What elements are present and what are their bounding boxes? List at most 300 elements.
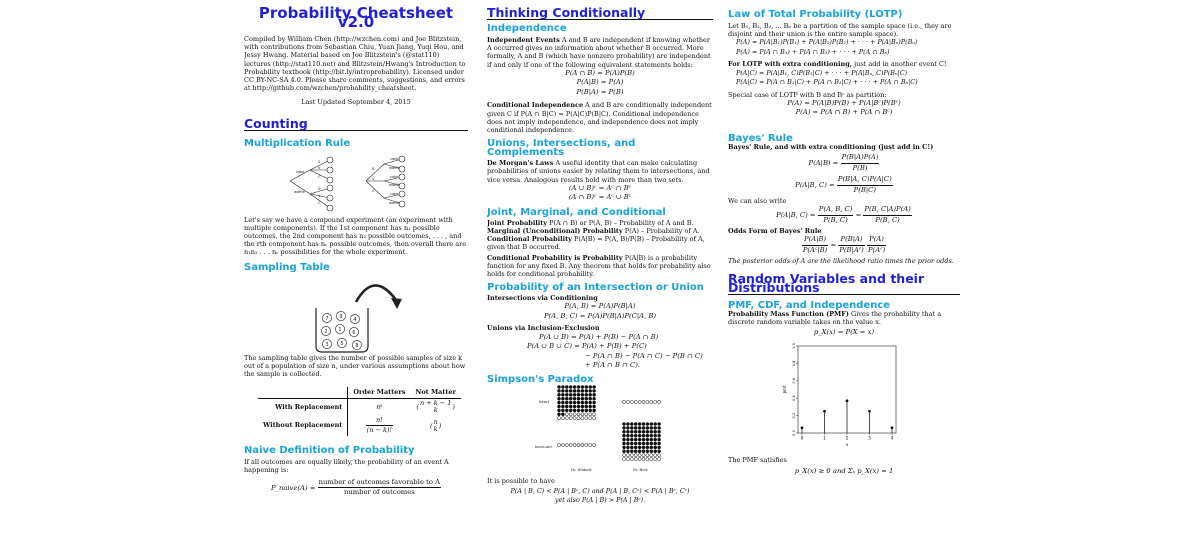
simpson-dot [626, 422, 629, 425]
multiplication-rule-text: Let's say we have a compound experiment (an experiment with multiple components). If the 1st component has n₁ possible outcomes, the 2nd component has n₂ possible outcomes, . . . , and the rth component has nᵣ possible outcomes, then overall there are n₁n₂ . . . nᵣ possibilities for the whole experiment. [244, 215, 467, 257]
simpson-dot [634, 430, 637, 433]
conditional-probability-text: Conditional Probability P(A|B) = P(A, B)/P(B) – Probability of A, given that B occurred. [487, 235, 705, 252]
simpson-dot [577, 389, 580, 392]
bayes-equation: P(A|B) = $\frac{P(B|A)P(A)}{P(B)}$ [808, 153, 879, 172]
simpson-dot [654, 400, 657, 403]
simpson-dot [557, 443, 560, 446]
simpson-dot [622, 426, 625, 429]
simpson-dot [650, 434, 653, 437]
table-cell: $\frac{n!}{(n - k)!}$ [366, 416, 393, 435]
simpson-dot [581, 393, 584, 396]
simpson-dot [589, 393, 592, 396]
table-header: Order Matters [348, 387, 411, 399]
simpson-dot [626, 442, 629, 445]
simpson-dot [642, 400, 645, 403]
bayes-also-text: We can also write [728, 197, 787, 206]
simpson-dot [577, 412, 580, 415]
simpson-dot [581, 397, 584, 400]
simpson-dot [577, 443, 580, 446]
tree-label: S [372, 166, 375, 171]
page-title: Probability Cheatsheet v2.0 [258, 4, 454, 31]
simpson-dot [561, 393, 564, 396]
simpson-dot [622, 453, 625, 456]
simpson-dot [565, 393, 568, 396]
simpson-dot [569, 385, 572, 388]
simpson-dot [654, 430, 657, 433]
simpson-dot [585, 412, 588, 415]
simpson-dot [630, 442, 633, 445]
simpson-dot [569, 412, 572, 415]
odds-equation: $\frac{P(A|B)}{\text{P(Aᶜ|B)}}$ = $\frac{P(B|A)}{\text{P(B|Aᶜ)}}$ $\frac{P(A)}{\text{P(Aᶜ)}}$ [802, 235, 886, 254]
de-morgan-equation: (A ∪ B)ᶜ = Aᶜ ∩ Bᶜ [568, 183, 632, 192]
ball-label: 4 [353, 316, 357, 323]
simpson-dot [565, 397, 568, 400]
simpson-dot [626, 400, 629, 403]
naive-definition-equation: P_naive(A) = $\frac{\text{number of outcomes favorable to A}}{\text{number of outcomes}}$ [270, 477, 441, 497]
simpsons-text: It is possible to have [487, 476, 555, 485]
simpson-dot [654, 453, 657, 456]
simpson-dot [573, 385, 576, 388]
lotp-extra-equation: P(A|C) = P(A ∩ B₁|C) + P(A ∩ B₂|C) + · · · + P(A ∩ Bₙ|C) [736, 78, 918, 87]
simpson-dot [581, 389, 584, 392]
simpson-dot [630, 434, 633, 437]
simpson-dot [646, 453, 649, 456]
simpson-column-label: Dr. Nick [633, 466, 648, 472]
independence-equation: P(B|A) = P(B) [576, 87, 624, 96]
simpson-dot [589, 405, 592, 408]
simpson-dot [557, 389, 560, 392]
simpson-dot [646, 434, 649, 437]
simpson-dot [569, 443, 572, 446]
y-axis-label: pmf [782, 385, 787, 393]
simpson-dot [622, 442, 625, 445]
independence-text: Independent Events A and B are independent if knowing whether A occurred gives no information about whether B occurred. More formally, A and B (which have nonzero probability) are independent if and only if one of the following equivalent statements holds: [487, 36, 711, 69]
simpson-dot [581, 416, 584, 419]
simpson-dot [650, 445, 653, 448]
table-row-header: With Replacement [258, 399, 348, 416]
simpson-dot [569, 401, 572, 404]
inclusion-exclusion-equation: + P(A ∩ B ∩ C). [585, 361, 641, 370]
simpson-dot [561, 416, 564, 419]
simpson-dot [557, 393, 560, 396]
simpson-dot [557, 385, 560, 388]
independence-equation: P(A ∩ B) = P(A)P(B) [565, 68, 635, 77]
lotp-equation: P(A) = P(A ∩ B₁) + P(A ∩ B₂) + · · · + P(A ∩ Bₙ) [736, 47, 890, 56]
simpson-dot [577, 397, 580, 400]
simpson-dot [569, 405, 572, 408]
simpson-dot [658, 457, 661, 460]
simpson-dot [646, 442, 649, 445]
simpson-dot [634, 453, 637, 456]
simpson-dot [634, 457, 637, 460]
simpson-dot [638, 438, 641, 441]
simpson-dot [646, 457, 649, 460]
simpson-dot [650, 449, 653, 452]
simpson-dot [581, 408, 584, 411]
simpson-dot [569, 389, 572, 392]
pmf-point [891, 426, 894, 429]
simpson-dot [642, 453, 645, 456]
tree-label: S [318, 159, 321, 164]
simpson-dot [630, 422, 633, 425]
simpson-dot [569, 416, 572, 419]
simpson-dot [561, 401, 564, 404]
simpson-dot [626, 434, 629, 437]
simpson-dot [638, 422, 641, 425]
conditional-is-probability-text: Conditional Probability is Probability P(A|B) is a probability function for any fixed B. Any theorem that holds for probability also holds for conditional probability. [487, 253, 711, 278]
simpson-dot [561, 443, 564, 446]
intersections-conditioning-label: Intersections via Conditioning [487, 294, 598, 303]
column-3 [728, 0, 960, 540]
tree-label: C [318, 200, 321, 205]
simpson-dot [658, 449, 661, 452]
intersection-union-heading: Probability of an Intersection or Union [487, 282, 704, 294]
column-2 [487, 0, 713, 540]
simpson-dot [654, 449, 657, 452]
simpson-dot [650, 438, 653, 441]
column-1 [244, 0, 468, 540]
de-morgan-text: De Morgan's Laws A useful identity that can make calculating probabilities of unions easier by relating them to intersections, and vice versa. Analogous results hold with more than two sets. [487, 159, 710, 184]
simpson-dot [630, 426, 633, 429]
simpson-dot [626, 445, 629, 448]
thinking-conditionally-heading: Thinking Conditionally [487, 8, 713, 20]
sampling-table-heading: Sampling Table [244, 261, 330, 273]
y-tick-label: 1.0 [792, 342, 797, 349]
tree-label: C [318, 174, 321, 179]
simpson-dot [569, 397, 572, 400]
simpson-dot [622, 445, 625, 448]
simpson-dot [634, 449, 637, 452]
dot-grid [557, 385, 660, 460]
simpson-dot [573, 408, 576, 411]
simpson-dot [573, 397, 576, 400]
y-tick-label: 0.2 [792, 412, 797, 418]
bayes-equation: P(A|B, C) = $\frac{P(B|A, C)P(A|C)}{P(B|C)}$ [795, 175, 892, 194]
simpson-dot [565, 408, 568, 411]
simpson-dot [646, 449, 649, 452]
joint-probability-text: Joint Probability P(A ∩ B) or P(A, B) – Probability of A and B. [487, 218, 694, 227]
simpsons-equation: yet also P(A | B) > P(A | Bᶜ). [554, 496, 646, 505]
simpson-dot [650, 422, 653, 425]
simpson-dot [626, 457, 629, 460]
simpson-dot [658, 438, 661, 441]
simpson-dot [565, 412, 568, 415]
pmf-satisfies-text: The PMF satisfies [728, 455, 787, 464]
simpson-dot [593, 401, 596, 404]
ball-label: 8 [355, 342, 359, 349]
simpson-dot [642, 422, 645, 425]
tree-label: cake [390, 156, 399, 161]
simpson-dot [585, 443, 588, 446]
simpson-dot [581, 405, 584, 408]
simpson-dot [654, 426, 657, 429]
simpson-dot [654, 438, 657, 441]
simpson-dot [626, 453, 629, 456]
lotp-text: Let B₁, B₂, B₃, ... Bₙ be a partition of the sample space (i.e., they are disjoint and their union is the entire sample space). [728, 22, 952, 39]
simpson-dot [626, 449, 629, 452]
odds-form-label: Odds Form of Bayes' Rule [728, 227, 822, 236]
simpson-dot [642, 438, 645, 441]
multiplication-rule-heading: Multiplication Rule [244, 137, 351, 149]
simpson-dot [561, 389, 564, 392]
simpson-dot [565, 405, 568, 408]
simpson-dot [581, 443, 584, 446]
unions-heading: Unions, Intersections, and Complements [487, 138, 636, 159]
tree-label: waffle [389, 165, 400, 170]
simpson-row-label: heart [539, 398, 550, 404]
simpson-dot [569, 393, 572, 396]
simpsons-paradox-heading: Simpson's Paradox [487, 373, 594, 385]
tree-label: waffle [294, 189, 305, 194]
simpson-dot [589, 401, 592, 404]
simpson-dot [638, 434, 641, 437]
simpson-dot [565, 385, 568, 388]
simpson-dot [589, 397, 592, 400]
simpson-dot [630, 445, 633, 448]
table-cell: ( n k ) [430, 417, 442, 433]
simpson-dot [561, 405, 564, 408]
simpson-dot [642, 434, 645, 437]
simpson-dot [634, 434, 637, 437]
table-row [258, 415, 461, 436]
simpson-dot [581, 401, 584, 404]
simpson-dot [593, 389, 596, 392]
ball-label: 6 [352, 329, 356, 336]
simpson-dot [593, 393, 596, 396]
intersection-equation: P(A, B) = P(A)P(B|A) [564, 302, 636, 311]
simpson-dot [622, 400, 625, 403]
simpson-dot [585, 397, 588, 400]
odds-text: The posterior odds of A are the likelihood ratio times the prior odds. [728, 257, 954, 266]
ball-label: 7 [325, 315, 329, 322]
simpson-dot [654, 434, 657, 437]
pmf-point [801, 426, 804, 429]
inclusion-exclusion-equation: − P(A ∩ B) − P(A ∩ C) − P(B ∩ C) [585, 351, 703, 360]
simpson-dot [654, 442, 657, 445]
simpson-dot [569, 408, 572, 411]
simpson-dot [650, 400, 653, 403]
simpson-dot [642, 449, 645, 452]
y-tick-label: 0.4 [792, 394, 797, 401]
simpson-dot [593, 443, 596, 446]
simpson-dot [646, 426, 649, 429]
simpson-dot [585, 405, 588, 408]
simpson-dot [646, 430, 649, 433]
simpson-dot [557, 405, 560, 408]
simpson-dot [593, 397, 596, 400]
x-axis-label: x [845, 441, 849, 447]
simpson-dot [630, 430, 633, 433]
pmf-point [846, 399, 849, 402]
simpson-dot [626, 426, 629, 429]
simpson-dot [626, 438, 629, 441]
pmf-point [823, 409, 826, 412]
simpson-dot [593, 408, 596, 411]
simpson-dot [634, 400, 637, 403]
inclusion-exclusion-label: Unions via Inclusion-Exclusion [487, 324, 600, 333]
pmf-equation: p_X(x) = P(X = x) [813, 328, 875, 337]
simpson-dot [630, 457, 633, 460]
simpson-dot [585, 385, 588, 388]
simpson-dot [638, 445, 641, 448]
lotp-heading: Law of Total Probability (LOTP) [728, 9, 903, 20]
lotp-extra-text: For LOTP with extra conditioning, just add in another event C! [728, 60, 947, 69]
simpson-dot [585, 408, 588, 411]
counting-heading: Counting [244, 119, 468, 131]
simpson-dot [642, 457, 645, 460]
simpson-dot [557, 401, 560, 404]
simpson-dot [581, 412, 584, 415]
simpson-dot [577, 393, 580, 396]
simpson-dot [622, 438, 625, 441]
y-tick-label: 0.6 [792, 377, 797, 384]
simpson-dot [577, 401, 580, 404]
simpson-dot [589, 443, 592, 446]
pmf-text: Probability Mass Function (PMF) Gives the probability that a discrete random variable takes on the value x. [728, 309, 942, 326]
lotp-special-equation: P(A) = P(A|B)P(B) + P(A|Bᶜ)P(Bᶜ) [787, 98, 901, 107]
simpson-dot [650, 426, 653, 429]
tree-label: waffle [389, 200, 400, 205]
lotp-equation: P(A) = P(A|B₁)P(B₁) + P(A|B₂)P(B₂) + · · · + P(A|Bₙ)P(Bₙ) [736, 38, 918, 47]
y-tick-label: 0.8 [792, 360, 797, 366]
simpson-dot [650, 430, 653, 433]
simpson-dot [638, 449, 641, 452]
simpson-dot [646, 422, 649, 425]
x-tick-label: 4 [890, 435, 894, 441]
independence-equation: P(A|B) = P(A) [576, 78, 624, 87]
multiplication-tree-diagram [244, 148, 468, 214]
urn-diagram [244, 272, 468, 354]
simpson-dot [638, 457, 641, 460]
simpson-dot [658, 442, 661, 445]
x-tick-label: 2 [845, 435, 849, 441]
simpson-dot [585, 393, 588, 396]
simpson-dot [557, 412, 560, 415]
simpson-dot [573, 405, 576, 408]
table-cell: nᵏ [376, 402, 383, 411]
simpson-dot [573, 412, 576, 415]
ball-label: 3 [325, 341, 329, 348]
simpson-dot [565, 389, 568, 392]
simpson-dot [634, 426, 637, 429]
simpson-dot [593, 416, 596, 419]
table-row [258, 399, 461, 416]
ball-label: 2 [324, 328, 328, 335]
simpson-dot [557, 408, 560, 411]
lotp-special-text: Special case of LOTP with B and Bᶜ as partition: [728, 90, 887, 99]
lotp-special-equation: P(A) = P(A ∩ B) + P(A ∩ Bᶜ) [795, 108, 893, 117]
simpson-dot [573, 416, 576, 419]
random-variables-heading: Random Variables and their Distributions [728, 274, 960, 295]
simpson-dot [630, 449, 633, 452]
pmf-properties-equation: p_X(x) ≥ 0 and Σₓ p_X(x) = 1 [794, 466, 894, 475]
simpson-dot [573, 443, 576, 446]
simpson-dot [577, 405, 580, 408]
simpson-dot [638, 426, 641, 429]
simpson-dot [630, 400, 633, 403]
simpson-dot [593, 385, 596, 388]
simpson-dot [561, 385, 564, 388]
simpsons-equation: P(A | B, C) < P(A | Bᶜ, C) and P(A | B, Cᶜ) < P(A | Bᶜ, Cᶜ) [510, 486, 690, 495]
simpson-dot [642, 426, 645, 429]
tree-label: cake [296, 169, 305, 174]
simpson-dot [642, 430, 645, 433]
tree-label: S [318, 186, 321, 191]
simpson-dot [646, 438, 649, 441]
simpson-dot [634, 438, 637, 441]
x-tick-label: 3 [868, 435, 871, 441]
pmf-point [868, 409, 871, 412]
simpson-dot [650, 457, 653, 460]
simpson-dot [634, 442, 637, 445]
naive-definition-text: If all outcomes are equally likely, the probability of an event A happening is: [244, 458, 449, 475]
simpson-dot [622, 422, 625, 425]
simpson-dot [573, 393, 576, 396]
simpson-dot [581, 385, 584, 388]
simpson-dot [589, 385, 592, 388]
x-tick-label: 0 [800, 435, 804, 441]
simpson-dot [622, 457, 625, 460]
tree-label: C [372, 188, 375, 193]
simpson-dot [622, 430, 625, 433]
simpson-dot [642, 445, 645, 448]
simpson-dot [589, 389, 592, 392]
x-tick-label: 1 [823, 435, 826, 441]
table-cell: ( n + k − 1 k ) [416, 399, 455, 415]
simpson-dot [561, 397, 564, 400]
simpson-dot [650, 453, 653, 456]
simpson-dot [557, 397, 560, 400]
simpson-dot [634, 422, 637, 425]
simpson-dot [626, 430, 629, 433]
simpson-dot [654, 422, 657, 425]
simpson-dot [658, 453, 661, 456]
simpson-dot [589, 412, 592, 415]
de-morgan-equation: (A ∩ B)ᶜ = Aᶜ ∪ Bᶜ [568, 193, 632, 202]
simpson-dot [577, 385, 580, 388]
tree-label: waffle [389, 182, 400, 187]
simpson-dot [577, 408, 580, 411]
conditional-independence-text: Conditional Independence A and B are conditionally independent given C if P(A ∩ B|C) = P(A|C)P(B|C). Conditional independence does not imply independence, and independence does not imply conditional independence. [487, 101, 712, 134]
simpson-dot [630, 453, 633, 456]
simpson-row-label: band-aid [535, 443, 552, 449]
simpsons-paradox-diagram [487, 384, 713, 474]
lotp-extra-equation: P(A|C) = P(A|B₁, C)P(B₁|C) + · · · + P(A|Bₙ, C)P(Bₙ|C) [736, 68, 908, 77]
simpson-dot [650, 442, 653, 445]
tree-label: V [318, 193, 321, 198]
ball-label: 1 [338, 326, 342, 333]
intersection-equation: P(A, B, C) = P(A)P(B|A)P(C|A, B) [543, 311, 657, 320]
simpson-column-label: Dr. Hibbert [571, 466, 592, 472]
simpson-dot [573, 401, 576, 404]
independence-heading: Independence [487, 23, 567, 34]
simpson-dot [638, 400, 641, 403]
marginal-probability-text: Marginal (Unconditional) Probability P(A) – Probability of A. [487, 226, 700, 235]
simpson-dot [658, 400, 661, 403]
pmf-cdf-heading: PMF, CDF, and Independence [728, 299, 891, 311]
pmf-chart [728, 338, 960, 454]
simpson-dot [642, 442, 645, 445]
inclusion-exclusion-equation: P(A ∪ B ∪ C) = P(A) + P(B) + P(C) [527, 342, 647, 351]
table-header: Not Matter [410, 387, 461, 399]
y-tick-label: 0.0 [792, 429, 797, 436]
naive-definition-heading: Naive Definition of Probability [244, 445, 415, 457]
simpson-dot [658, 430, 661, 433]
simpson-dot [593, 412, 596, 415]
simpson-dot [565, 401, 568, 404]
last-updated: Last Updated September 4, 2015 [301, 98, 411, 107]
sampling-table-text: The sampling table gives the number of possible samples of size k out of a population of size n, under various assumptions about how the sample is collected. [244, 353, 466, 379]
